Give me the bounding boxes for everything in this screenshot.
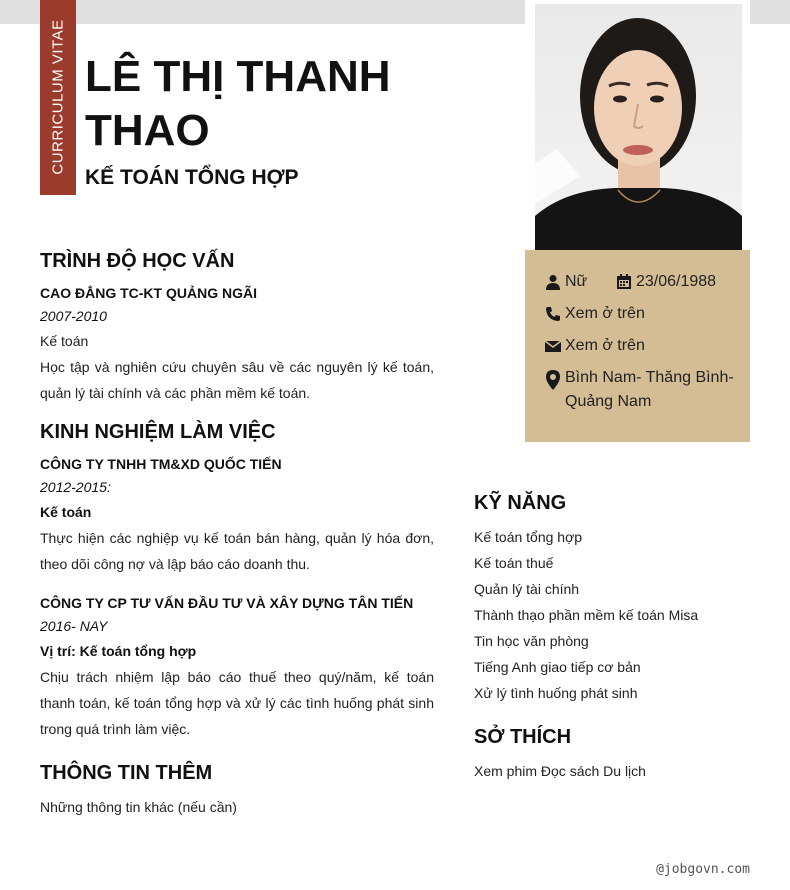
- skill-item: Tiếng Anh giao tiếp cơ bản: [474, 659, 641, 675]
- hobbies-text: Xem phim Đọc sách Du lịch: [474, 763, 646, 779]
- calendar-icon: [616, 274, 632, 290]
- education-period: 2007-2010: [40, 308, 107, 324]
- candidate-name: LÊ THỊ THANH THAO: [85, 52, 391, 155]
- skills-list: [474, 524, 698, 706]
- skill-item: Thành thạo phần mềm kế toán Misa: [474, 607, 699, 623]
- address-value: Bình Nam- Thăng Bình- Quảng Nam: [565, 369, 734, 410]
- email-value: Xem ở trên: [565, 337, 645, 354]
- job-1-description: Thực hiện các nghiệp vụ kế toán bán hàng, quản lý hóa đơn, theo dõi công nợ và lập báo cáo doanh thu.: [40, 530, 434, 572]
- birthday-value: 23/06/1988: [636, 273, 717, 290]
- skill-item: Tin học văn phòng: [474, 633, 589, 649]
- footer-brand: @jobgovn.com: [656, 862, 750, 877]
- job-2-period: 2016- NAY: [40, 618, 108, 634]
- profile-photo: [535, 4, 742, 250]
- additional-title: THÔNG TIN THÊM: [40, 762, 213, 784]
- job-1-company: CÔNG TY TNHH TM&XD QUỐC TIẾN: [40, 456, 282, 472]
- experience-title: KINH NGHIỆM LÀM VIỆC: [40, 421, 276, 443]
- job-1-role: Kế toán: [40, 504, 92, 520]
- job-2-description: Chịu trách nhiệm lập báo cáo thuế theo quý/năm, kế toán thanh toán, kế toán tổng hợp và xử lý các tình huống phát sinh trong quá trình làm việc.: [40, 669, 434, 737]
- job-1-period: 2012-2015:: [40, 479, 111, 495]
- education-school: CAO ĐẲNG TC-KT QUẢNG NGÃI: [40, 285, 257, 301]
- person-icon: [545, 274, 561, 290]
- curriculum-vitae-strip: [40, 0, 76, 195]
- skill-item: Quản lý tài chính: [474, 581, 580, 597]
- hobbies-title: SỞ THÍCH: [474, 726, 572, 748]
- skill-item: Kế toán thuế: [474, 555, 554, 571]
- phone-value: Xem ở trên: [565, 305, 645, 322]
- location-pin-icon: [545, 370, 561, 390]
- skills-title: KỸ NĂNG: [474, 492, 567, 514]
- job-title: KẾ TOÁN TỔNG HỢP: [85, 166, 299, 189]
- personal-info-box: [525, 250, 750, 442]
- education-major: Kế toán: [40, 333, 89, 349]
- skill-item: Xử lý tình huống phát sinh: [474, 685, 638, 701]
- phone-icon: [545, 306, 561, 322]
- education-title: TRÌNH ĐỘ HỌC VẤN: [40, 250, 235, 272]
- skill-item: Kế toán tổng hợp: [474, 529, 583, 545]
- curriculum-vitae-label: CURRICULUM VITAE: [49, 19, 67, 175]
- additional-text: Những thông tin khác (nếu cần): [40, 799, 237, 815]
- job-2-role: Vị trí: Kế toán tổng hợp: [40, 643, 197, 659]
- envelope-icon: [545, 338, 561, 354]
- education-description: Học tập và nghiên cứu chuyên sâu về các nguyên lý kế toán, quản lý tài chính và các phần mềm kế toán.: [40, 359, 434, 401]
- job-2-company: CÔNG TY CP TƯ VẤN ĐẦU TƯ VÀ XÂY DỰNG TÂN TIẾN: [40, 595, 414, 611]
- gender-value: Nữ: [565, 273, 588, 290]
